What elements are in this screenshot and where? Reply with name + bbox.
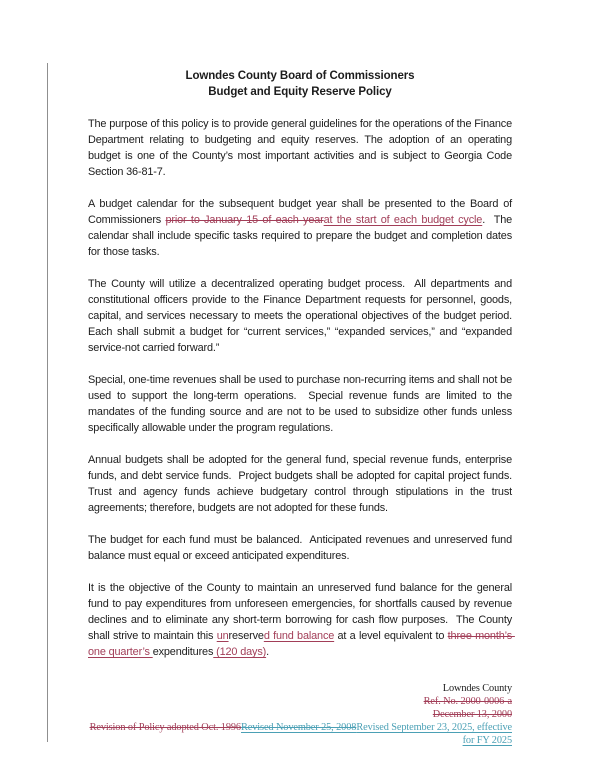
policy-paragraph-one-time-revenues xyxy=(88,372,515,436)
deleted-text: Ref. No. 2000-0006-a xyxy=(423,696,512,707)
policy-paragraph-decentralized-process xyxy=(88,276,518,356)
deleted-text: prior to January 15 of each year xyxy=(165,214,324,226)
body-text-run: The County will utilize a decentralized operating budget process. All departments and constitutional officers provide to the Finance Department requests for personnel, goods, capital, and services necessary to meets the operational objectives of the budget period. Each shall submit a budget for “current services,” “expanded services,” and “expanded service-not carried forward.” xyxy=(88,278,518,354)
policy-paragraph-budget-calendar xyxy=(88,196,515,260)
policy-paragraph-purpose xyxy=(88,116,515,180)
footer-county-name: Lowndes County xyxy=(442,683,512,694)
body-text-run: expenditures xyxy=(152,646,214,658)
deleted-text: Revision of Policy adopted Oct. 1996 xyxy=(89,722,241,733)
inserted-text: (120 days) xyxy=(213,646,267,658)
body-text-run: It is the objective of the County to maintain an unreserved fund balance for the general fund to pay expenditures from unforeseen emergencies, for shortfalls caused by revenue declines and to eliminate any short-term borrowing for cash flow purposes. The County shall strive to maintain this xyxy=(88,582,515,642)
body-text-run: The budget for each fund must be balanced. Anticipated revenues and unreserved fund balance must equal or exceed anticipated expenditures. xyxy=(88,534,515,562)
footer-ref-line xyxy=(88,695,512,708)
body-text-run: Special, one-time revenues shall be used to purchase non-recurring items and shall not be used to support the long-term operations. Special revenue funds are limited to the mandates of the funding source and are not to be used to subsidize other funds unless specifically allowable under the program regulations. xyxy=(88,374,515,434)
inserted-text: at the start of each budget cycle xyxy=(323,214,483,226)
body-text-run: The purpose of this policy is to provide general guidelines for the operations of the Finance Department relating to budgeting and equity reserves. The adoption of an operating budget is one of the County’s most important activities and is subject to Georgia Code Section 36-81-7. xyxy=(88,118,515,178)
policy-paragraph-balanced-budget xyxy=(88,532,515,564)
inserted-text: d fund balance xyxy=(263,630,335,642)
deleted-text: December 13, 2000 xyxy=(432,709,512,720)
tracked-change-bar xyxy=(47,63,48,742)
body-text-run: . xyxy=(266,646,269,658)
inserted-text: one quarter’s xyxy=(88,646,153,658)
document-title xyxy=(88,68,512,100)
inserted-text: Revised September 23, 2025, effective for FY 2025 xyxy=(356,722,512,746)
deleted-text: three month’s xyxy=(447,630,515,642)
inserted-text: un xyxy=(216,630,229,642)
document-body xyxy=(88,68,518,660)
policy-paragraph-annual-budgets xyxy=(88,452,518,516)
footer-revision-block xyxy=(88,682,512,747)
footer-date-line xyxy=(88,708,512,721)
body-text-run: . The calendar shall include specific tasks required to prepare the budget and completion dates for those tasks. xyxy=(88,214,515,258)
policy-paragraph-fund-balance-objective xyxy=(88,580,515,660)
body-text-run: reserve xyxy=(228,630,264,642)
body-text-run: at a level equivalent to xyxy=(334,630,448,642)
body-text-run: Annual budgets shall be adopted for the general fund, special revenue funds, enterprise funds, and debt service funds. Project budgets shall be adopted for capital project funds. Trust and agency funds achieve budgetary control through stipulations in the trust agreements; therefore, budgets are not adopted for these funds. xyxy=(88,454,518,514)
body-text-run: A budget calendar for the subsequent budget year shall be presented to the Board of Commissioners xyxy=(88,198,515,226)
footer-revision-history-line xyxy=(88,721,512,747)
document-title-line1: Lowndes County Board of Commissioners xyxy=(185,70,415,82)
document-title-line2: Budget and Equity Reserve Policy xyxy=(208,86,392,98)
deleted-inserted-text: Revised November 25, 2008 xyxy=(241,722,357,733)
